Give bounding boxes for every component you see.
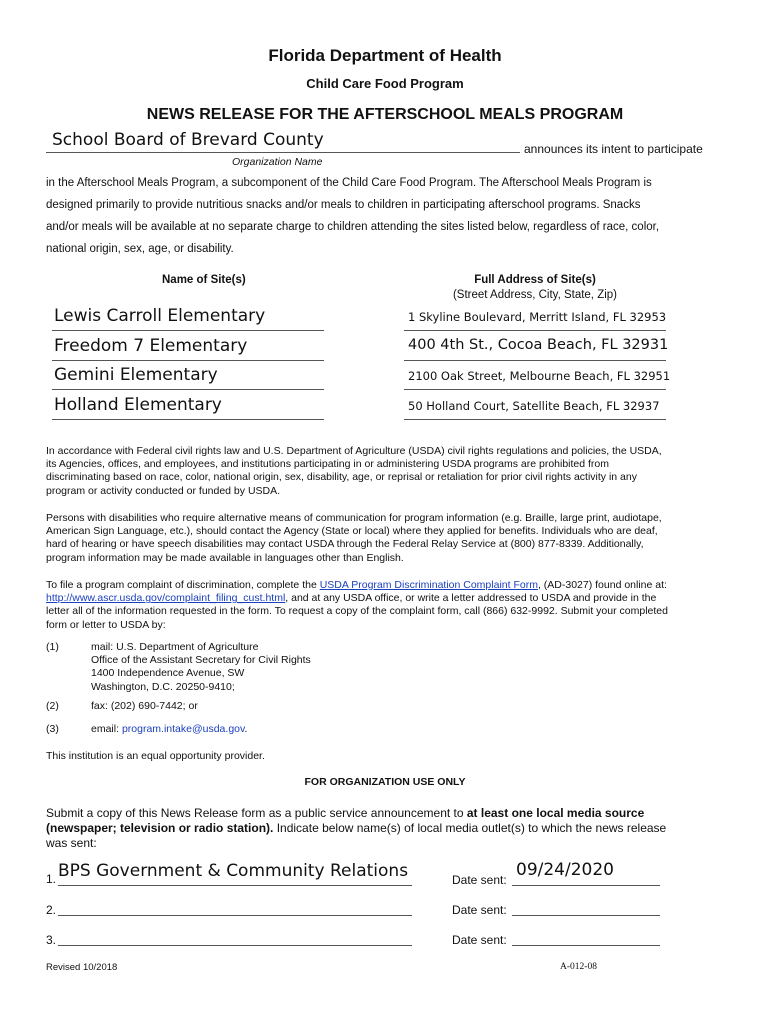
instruction-bold: (newspaper; television or radio station). (46, 821, 274, 835)
site-name-1[interactable]: Lewis Carroll Elementary (54, 306, 266, 326)
date-sent-label-1: Date sent: (452, 873, 507, 887)
outlet-number-2: 2. (46, 903, 57, 917)
site-address-4[interactable]: 50 Holland Court, Satellite Beach, FL 32937 (408, 399, 660, 413)
site-name-line-4 (52, 419, 324, 420)
instruction-bold: at least one local media source (466, 806, 645, 820)
email-suffix: . (244, 723, 248, 735)
date-sent-label-2: Date sent: (452, 903, 507, 917)
civil-rights-p2-line: American Sign Language, etc.), should contact the Agency (State or local) where they applied for benefits. Individuals who are deaf, (46, 525, 658, 538)
site-address-line-2 (404, 360, 666, 361)
media-instructions-line-2 (46, 821, 726, 836)
site-name-header: Name of Site(s) (162, 274, 246, 286)
instruction-text: Indicate below name(s) of local media outlet(s) to which the news release (273, 821, 667, 835)
complaint-line-3: letter all of the information requested in the form. To request a copy of the complaint form, call (866) 632-9992. Submit your completed (46, 605, 668, 618)
mail-line: Office of the Assistant Secretary for Civil Rights (91, 654, 311, 667)
site-name-line-2 (52, 360, 324, 361)
site-address-line-4 (404, 419, 666, 420)
instruction-text: Submit a copy of this News Release form as a public service announcement to (46, 806, 467, 820)
list-number-2: (2) (46, 700, 59, 712)
mail-address-block (91, 641, 311, 694)
civil-rights-p2-line: program information may be made available in languages other than English. (46, 551, 404, 564)
date-sent-1-line (512, 885, 660, 886)
intro-line-4: national origin, sex, age, or disability. (46, 243, 234, 255)
media-outlet-2-line (58, 915, 412, 916)
list-number-3: (3) (46, 723, 59, 735)
organization-name-caption: Organization Name (232, 156, 323, 168)
complaint-line-4: form or letter to USDA by: (46, 618, 166, 631)
email-prefix: email: (91, 723, 122, 735)
date-sent-label-3: Date sent: (452, 933, 507, 947)
civil-rights-p1-line: In accordance with Federal civil rights law and U.S. Department of Agriculture (USDA) civil rights regulations and policies, the USDA, (46, 445, 662, 457)
site-name-4[interactable]: Holland Elementary (54, 395, 222, 415)
civil-rights-paragraph-2 (46, 512, 722, 565)
site-address-2[interactable]: 400 4th St., Cocoa Beach, FL 32931 (408, 337, 669, 353)
participation-statement: announces its intent to participate (524, 142, 703, 156)
site-address-line-1 (404, 330, 666, 331)
organization-name-line (46, 152, 520, 153)
civil-rights-p1-line: its Agencies, offices, and employees, and institutions participating in or administering USDA programs are prohibited from (46, 458, 610, 471)
date-sent-1-field[interactable]: 09/24/2020 (516, 860, 614, 880)
complaint-text: To file a program complaint of discrimination, complete the (46, 579, 320, 591)
equal-opportunity-statement: This institution is an equal opportunity provider. (46, 750, 265, 762)
org-use-heading: FOR ORGANIZATION USE ONLY (304, 776, 466, 788)
date-sent-3-line (512, 945, 660, 946)
revision-date: Revised 10/2018 (46, 962, 118, 973)
email-link[interactable]: program.intake@usda.gov (121, 723, 245, 735)
form-code: A-012-08 (560, 962, 597, 972)
site-name-3[interactable]: Gemini Elementary (54, 365, 218, 385)
site-address-subheader: (Street Address, City, State, Zip) (452, 289, 618, 301)
civil-rights-p2-line: hard of hearing or have speech disabilities may contact USDA through the Federal Relay Service at (800) 877-8339. Additionally, (46, 538, 644, 551)
site-name-2[interactable]: Freedom 7 Elementary (54, 336, 248, 356)
complaint-text: , (AD-3027) found online at: (537, 579, 667, 591)
site-address-header: Full Address of Site(s) (474, 274, 596, 286)
media-outlet-3-line (58, 945, 412, 946)
civil-rights-p2-line: Persons with disabilities who require alternative means of communication for program information (e.g. Braille, large print, audiotape, (46, 512, 662, 524)
civil-rights-p1-line: program or activity conducted or funded by USDA. (46, 484, 281, 497)
list-number-1: (1) (46, 641, 59, 653)
outlet-number-3: 3. (46, 933, 57, 947)
complaint-form-link[interactable]: USDA Program Discrimination Complaint Form (319, 579, 538, 591)
media-instructions (46, 806, 726, 851)
site-address-3[interactable]: 2100 Oak Street, Melbourne Beach, FL 32951 (408, 369, 671, 383)
civil-rights-paragraph-1 (46, 445, 722, 498)
organization-name-field[interactable]: School Board of Brevard County (52, 130, 324, 150)
media-outlet-1-line (58, 885, 412, 886)
media-outlet-1-field[interactable]: BPS Government & Community Relations (58, 861, 409, 881)
outlet-number-1: 1. (46, 872, 57, 886)
email-line (91, 723, 247, 735)
mail-line: 1400 Independence Avenue, SW (91, 667, 245, 680)
intro-line-1: in the Afterschool Meals Program, a subcomponent of the Child Care Food Program. The Afterschool Meals Program is (46, 177, 652, 189)
complaint-line-1 (46, 579, 722, 592)
intro-line-2: designed primarily to provide nutritious snacks and/or meals to children in participating afterschool programs. Snacks (46, 199, 641, 211)
program-subtitle: Child Care Food Program (306, 76, 464, 91)
site-address-1[interactable]: 1 Skyline Boulevard, Merritt Island, FL 32953 (408, 310, 667, 324)
complaint-line-2 (46, 592, 722, 605)
date-sent-2-line (512, 915, 660, 916)
civil-rights-paragraph-3 (46, 579, 722, 632)
mail-line: Washington, D.C. 20250-9410; (91, 680, 235, 693)
complaint-url-link[interactable]: http://www.ascr.usda.gov/complaint_filing_cust.html (46, 592, 286, 605)
site-name-line-1 (52, 330, 324, 331)
media-instructions-line-1 (46, 806, 726, 821)
complaint-text: , and at any USDA office, or write a letter addressed to USDA and provide in the (285, 592, 657, 605)
mail-line: mail: U.S. Department of Agriculture (91, 641, 259, 653)
civil-rights-p1-line: discriminating based on race, color, national origin, sex, disability, age, or reprisal or retaliation for prior civil rights activity in any (46, 471, 637, 484)
agency-title: Florida Department of Health (268, 46, 502, 65)
site-name-line-3 (52, 389, 324, 390)
document-title: NEWS RELEASE FOR THE AFTERSCHOOL MEALS PROGRAM (146, 106, 624, 123)
media-instructions-line-3: was sent: (46, 836, 97, 850)
site-address-line-3 (404, 389, 666, 390)
intro-line-3: and/or meals will be available at no separate charge to children attending the sites listed below, regardless of race, color, (46, 221, 660, 233)
fax-line: fax: (202) 690-7442; or (91, 700, 198, 712)
